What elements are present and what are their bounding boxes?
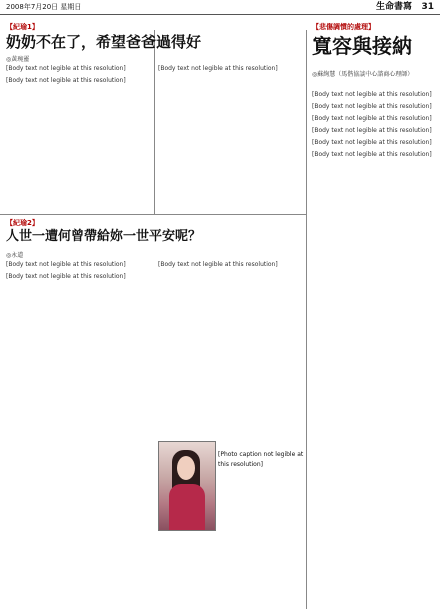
article3-paragraph: [Body text not legible at this resolution]	[312, 127, 432, 134]
article2-body-right	[158, 260, 302, 436]
section-title: 生命書寫	[375, 2, 412, 12]
article1-tag: 【紀瑜1】	[6, 23, 39, 31]
article3-author: ◎蘇絢慧（馬偕協談中心諮商心理師）	[312, 71, 414, 78]
article1-paragraph: [Body text not legible at this resolution]	[6, 77, 126, 84]
article3-paragraph: [Body text not legible at this resolution]	[312, 115, 432, 122]
portrait-face	[177, 456, 195, 480]
page-header	[0, 0, 440, 15]
article-divider	[0, 214, 306, 215]
article3-paragraph: [Body text not legible at this resolution]	[312, 103, 432, 110]
article3-title: 寬容與接納	[312, 34, 412, 58]
article1-body-right	[158, 64, 302, 212]
portrait-clothing	[169, 484, 205, 530]
article2-author: ◎永道	[6, 252, 24, 259]
article1-title: 奶奶不在了，希望爸爸過得好	[6, 33, 202, 51]
article1-paragraph: [Body text not legible at this resolution]	[158, 65, 278, 72]
article3-paragraph: [Body text not legible at this resolution]	[312, 91, 432, 98]
article2-paragraph: [Body text not legible at this resolution]	[158, 261, 278, 268]
article1-body-left	[6, 64, 150, 212]
article1-paragraph: [Body text not legible at this resolution]	[6, 65, 126, 72]
article2-tag: 【紀瑜2】	[6, 219, 39, 227]
column-divider-left	[154, 30, 155, 214]
article3-paragraph: [Body text not legible at this resolution]	[312, 151, 432, 158]
column-divider-right	[306, 30, 307, 609]
article2-paragraph: [Body text not legible at this resolution]	[6, 261, 126, 268]
article2-title: 人世一遭何曾帶給妳一世平安呢？	[6, 229, 202, 244]
article3-tag: 【悲傷調慣的處理】	[312, 23, 375, 31]
portrait-photo	[158, 441, 216, 531]
article2-body-left	[6, 260, 150, 602]
photo-caption: [Photo caption not legible at this resolution]	[218, 451, 304, 468]
page-number: 31	[421, 2, 434, 12]
article2-paragraph: [Body text not legible at this resolution]	[6, 273, 126, 280]
article3-paragraph: [Body text not legible at this resolution]	[312, 139, 432, 146]
article1-author: ◎黃琬靈	[6, 56, 30, 63]
issue-date: 2008年7月20日 星期日	[6, 3, 82, 11]
article3-body	[312, 90, 436, 602]
